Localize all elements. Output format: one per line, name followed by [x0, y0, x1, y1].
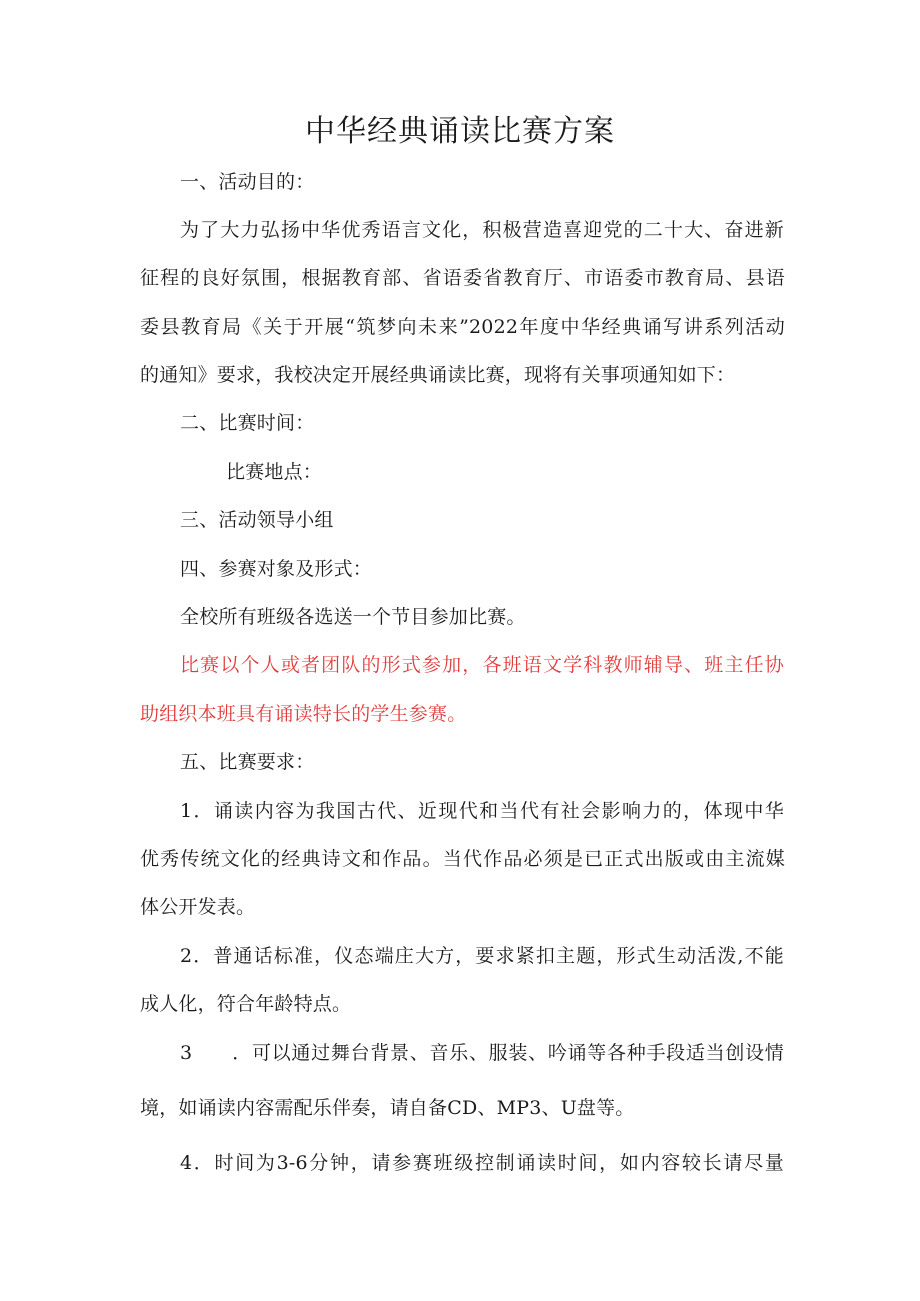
highlighted-paragraph-line: 比赛以个人或者团队的形式参加，各班语文学科教师辅导、班主任协 — [180, 654, 784, 676]
document-title: 中华经典诵读比赛方案 — [305, 114, 615, 149]
paragraph-line: 全校所有班级各选送一个节目参加比赛。 — [180, 606, 526, 628]
section-heading-purpose: 一、活动目的： — [180, 171, 315, 193]
section-heading-time: 二、比赛时间： — [180, 412, 315, 434]
requirement-line: 成人化，符合年龄特点。 — [140, 993, 352, 1015]
paragraph-line: 的通知》要求，我校决定开展经典诵读比赛，现将有关事项通知如下： — [140, 364, 736, 386]
section-heading-leadership: 三、活动领导小组 — [180, 509, 334, 531]
paragraph-line: 征程的良好氛围，根据教育部、省语委省教育厅、市语委市教育局、县语 — [140, 267, 785, 289]
requirement-line: 境，如诵读内容需配乐伴奏，请自备CD、MP3、U盘等。 — [140, 1097, 635, 1119]
requirement-line: 4．时间为3-6分钟，请参赛班级控制诵读时间，如内容较长请尽量 — [180, 1152, 784, 1174]
requirement-line: 体公开发表。 — [140, 896, 256, 918]
highlighted-paragraph-line: 助组织本班具有诵读特长的学生参赛。 — [140, 703, 467, 725]
section-heading-requirements: 五、比赛要求： — [180, 751, 315, 773]
section-heading-participants: 四、参赛对象及形式： — [180, 558, 373, 580]
paragraph-line: 为了大力弘扬中华优秀语言文化，积极营造喜迎党的二十大、奋进新 — [180, 219, 784, 241]
requirement-line: 1．诵读内容为我国古代、近现代和当代有社会影响力的，体现中华 — [180, 800, 784, 822]
requirement-line: 3 ．可以通过舞台背景、音乐、服装、吟诵等各种手段适当创设情 — [180, 1042, 784, 1064]
paragraph-line: 委县教育局《关于开展“筑梦向未来”2022年度中华经典诵写讲系列活动 — [140, 316, 785, 338]
requirement-line: 2．普通话标准，仪态端庄大方，要求紧扣主题，形式生动活泼,不能 — [180, 945, 784, 967]
requirement-line: 优秀传统文化的经典诗文和作品。当代作品必须是已正式出版或由主流媒 — [140, 848, 785, 870]
venue-label: 比赛地点： — [226, 461, 323, 483]
